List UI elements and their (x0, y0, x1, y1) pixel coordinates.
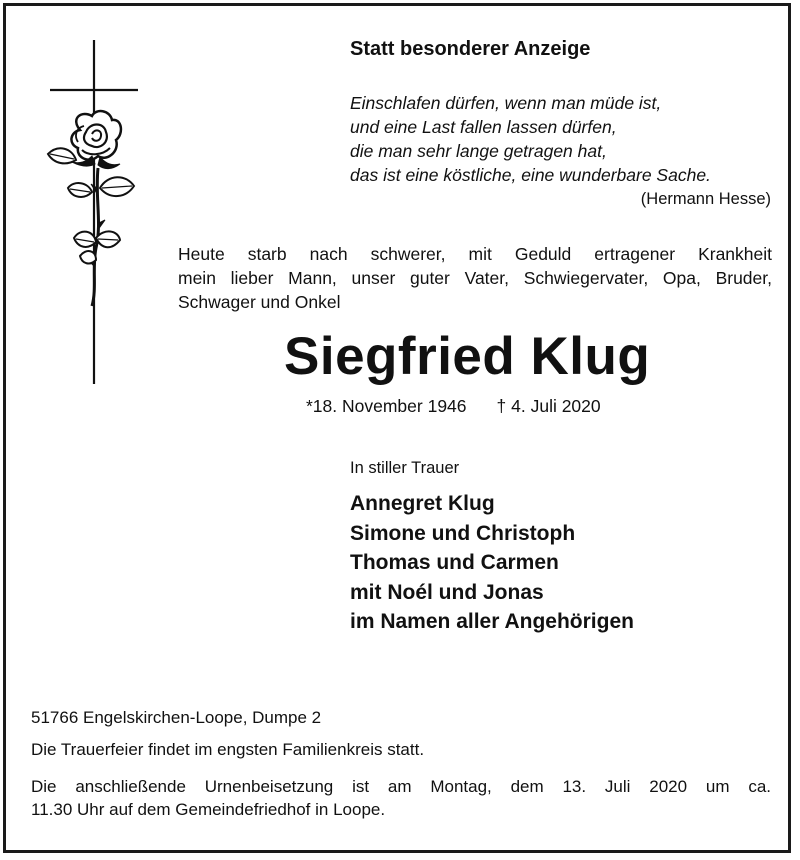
burial-line: 11.30 Uhr auf dem Gemeindefriedhof in Loope. (31, 800, 386, 819)
burial-info (31, 775, 771, 821)
family-line: Annegret Klug (350, 492, 495, 515)
mourning-label: In stiller Trauer (350, 459, 460, 477)
poem-line: Einschlafen dürfen, wenn man müde ist, (350, 93, 662, 113)
address: 51766 Engelskirchen-Loope, Dumpe 2 (31, 708, 322, 727)
cross-rose-illustration (40, 38, 150, 388)
family-line: im Namen aller Angehörigen (350, 610, 634, 633)
death-date: † 4. Juli 2020 (496, 396, 601, 416)
poem-line: das ist eine köstliche, eine wunderbare Sache. (350, 165, 711, 185)
birth-date: *18. November 1946 (306, 396, 467, 416)
poem-line: die man sehr lange getragen hat, (350, 141, 607, 161)
cross-icon (50, 40, 138, 384)
life-dates (306, 396, 601, 417)
family-line: mit Noél und Jonas (350, 580, 544, 604)
poem (350, 91, 711, 187)
family-line: Simone und Christoph (350, 521, 576, 545)
poem-author: (Hermann Hesse) (640, 190, 771, 208)
notice-heading: Statt besonderer Anzeige (350, 38, 591, 60)
rose-icon (48, 111, 134, 306)
deceased-name: Siegfried Klug (284, 327, 651, 386)
intro-line: Schwager und Onkel (178, 292, 341, 312)
poem-line: und eine Last fallen lassen dürfen, (350, 117, 617, 137)
family-line: Thomas und Carmen (350, 551, 559, 574)
ceremony-info: Die Trauerfeier findet im engsten Familienkreis statt. (31, 740, 425, 759)
intro-line: mein lieber Mann, unser guter Vater, Schwiegervater, Opa, Bruder, (178, 268, 772, 288)
family-list (350, 489, 634, 637)
intro-text (178, 242, 772, 314)
burial-line: Die anschließende Urnenbeisetzung ist am Montag, dem 13. Juli 2020 um ca. (31, 777, 771, 796)
intro-line: Heute starb nach schwerer, mit Geduld ertragener Krankheit (178, 244, 772, 264)
